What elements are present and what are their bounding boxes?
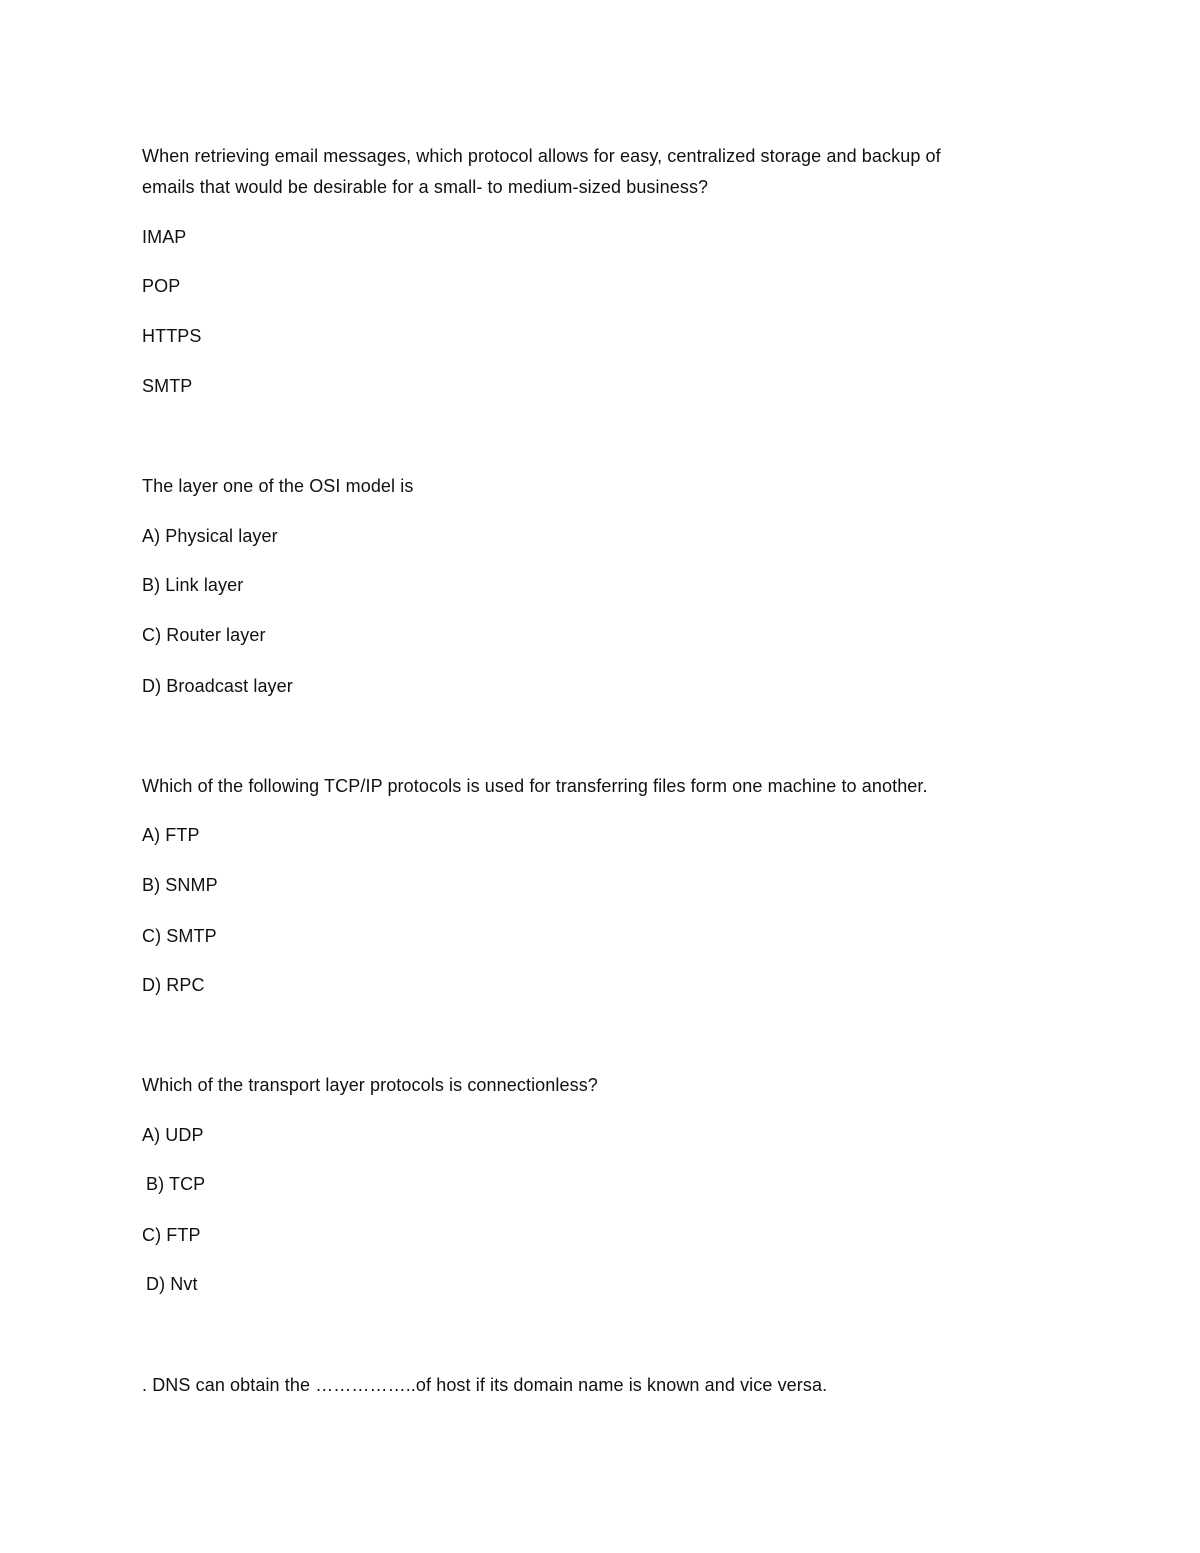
question-1-option-smtp: SMTP [142,376,193,396]
question-4-option-b: B) TCP [146,1174,206,1194]
question-1-option-pop: POP [142,276,181,296]
question-2-option-a: A) Physical layer [142,526,278,546]
question-2-option-b: B) Link layer [142,575,244,595]
question-1-text-line-2: emails that would be desirable for a small- to medium-sized business? [142,177,709,197]
question-1-text-line-1: When retrieving email messages, which protocol allows for easy, centralized storage and backup of [142,146,941,166]
question-2-option-d: D) Broadcast layer [142,676,293,696]
question-2-text: The layer one of the OSI model is [142,476,414,496]
question-3-option-a: A) FTP [142,825,200,845]
question-3-option-c: C) SMTP [142,926,217,946]
question-3-option-d: D) RPC [142,975,205,995]
question-4-option-c: C) FTP [142,1225,201,1245]
question-4-text: Which of the transport layer protocols is connectionless? [142,1075,598,1095]
question-1-option-https: HTTPS [142,326,202,346]
question-3-option-b: B) SNMP [142,875,218,895]
question-4-option-a: A) UDP [142,1125,204,1145]
question-4-option-d: D) Nvt [146,1274,198,1294]
question-3-text: Which of the following TCP/IP protocols is used for transferring files form one machine to another. [142,776,928,796]
question-1-option-imap: IMAP [142,227,187,247]
question-2-option-c: C) Router layer [142,625,266,645]
question-5-text: . DNS can obtain the ……………..of host if its domain name is known and vice versa. [142,1375,828,1395]
